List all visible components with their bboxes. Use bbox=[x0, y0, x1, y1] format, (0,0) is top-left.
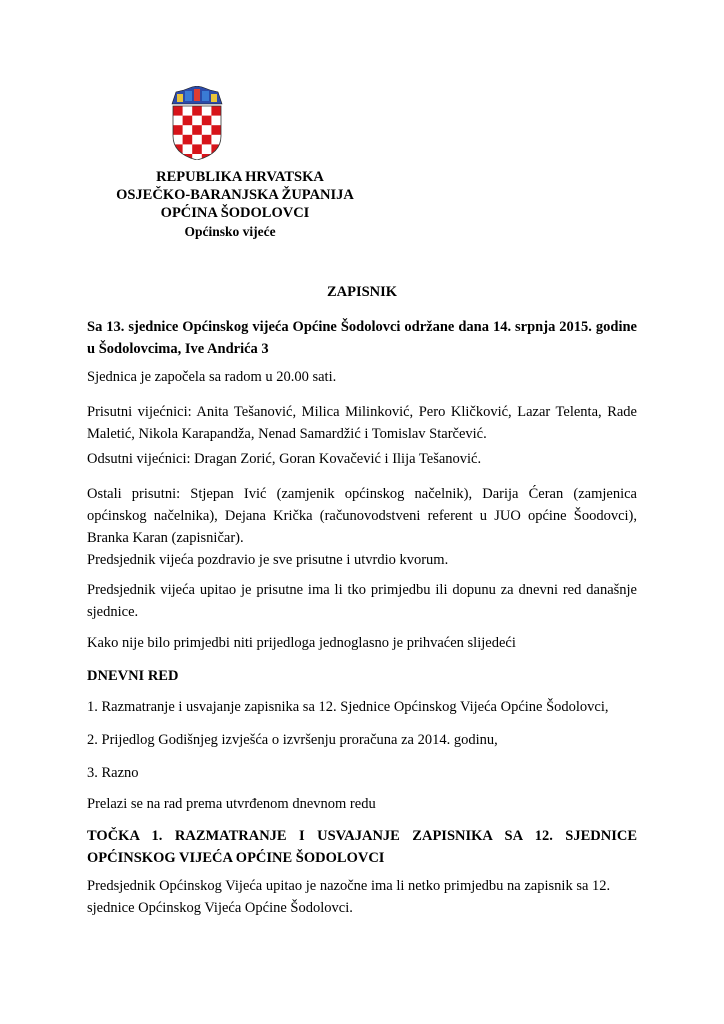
agenda-item: 2. Prijedlog Godišnjeg izvješća o izvršenju proračuna za 2014. godinu, bbox=[87, 732, 498, 748]
transition-paragraph: Prelazi se na rad prema utvrđenom dnevnom redu bbox=[87, 796, 376, 812]
agenda-item: 1. Razmatranje i usvajanje zapisnika sa 12. Sjednice Općinskog Vijeća Općine Šodolovci, bbox=[87, 699, 609, 715]
accepted-paragraph: Kako nije bilo primjedbi niti prijedloga jednoglasno je prihvaćen slijedeći bbox=[87, 635, 516, 651]
present-paragraph: Prisutni vijećnici: Anita Tešanović, Milica Milinković, Pero Kličković, Lazar Telenta, Rade Maletić, Nikola Karapandža, Nenad Samardžić i Tomislav Starčević. bbox=[87, 404, 637, 442]
header-council: Općinsko vijeće bbox=[184, 224, 276, 239]
absent-paragraph: Odsutni vijećnici: Dragan Zorić, Goran Kovačević i Ilija Tešanović. bbox=[87, 451, 482, 467]
header-republic: REPUBLIKA HRVATSKA bbox=[156, 169, 324, 185]
header-county: OSJEČKO-BARANJSKA ŽUPANIJA bbox=[116, 187, 354, 203]
agenda-heading: DNEVNI RED bbox=[87, 668, 179, 684]
coat-of-arms-icon bbox=[171, 86, 223, 160]
question-paragraph: Predsjednik vijeća upitao je prisutne ima li tko primjedbu ili dopunu za dnevni red današnje sjednice. bbox=[87, 582, 637, 620]
start-paragraph: Sjednica je započela sa radom u 20.00 sati. bbox=[87, 369, 337, 385]
item1-paragraph: Predsjednik Općinskog Vijeća upitao je nazočne ima li netko primjedbu na zapisnik sa 12. sjednice Općinskog Vijeća Općine Šodolovci. bbox=[87, 878, 611, 916]
header-municipality: OPĆINA ŠODOLOVCI bbox=[160, 205, 310, 221]
others-paragraph: Ostali prisutni: Stjepan Ivić (zamjenik općinskog načelnik), Darija Ćeran (zamjenica općinskog načelnika), Dejana Krička (računovodstveni referent u JUO općine Šoodovci), Branka Karan (zapisničar). bbox=[87, 486, 637, 546]
agenda-item: 3. Razno bbox=[87, 765, 139, 781]
quorum-paragraph: Predsjednik vijeća pozdravio je sve prisutne i utvrdio kvorum. bbox=[87, 552, 449, 568]
document-title: ZAPISNIK bbox=[326, 284, 398, 300]
intro-paragraph: Sa 13. sjednice Općinskog vijeća Općine Šodolovci održane dana 14. srpnja 2015. godine u Šodolovcima, Ive Andrića 3 bbox=[87, 319, 637, 357]
item1-heading: TOČKA 1. RAZMATRANJE I USVAJANJE ZAPISNIKA SA 12. SJEDNICE OPĆINSKOG VIJEĆA OPĆINE ŠODOLOVCI bbox=[87, 828, 637, 866]
